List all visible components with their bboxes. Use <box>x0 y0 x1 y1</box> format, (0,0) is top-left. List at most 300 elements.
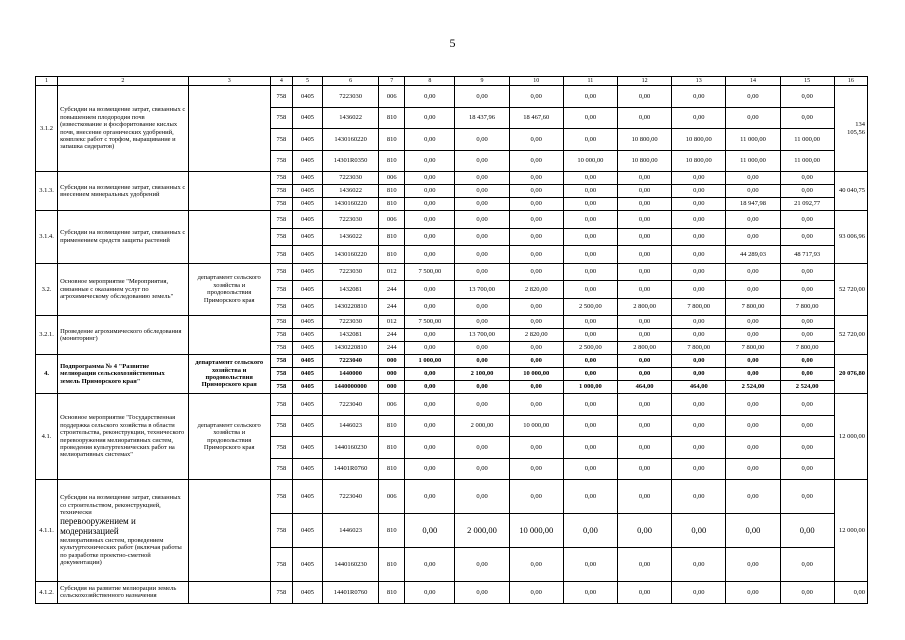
value-cell-col-10: 10 000,00 <box>509 415 563 437</box>
item-name: Основное мероприятие "Государственная поддержка сельского хозяйства в области строительства, реконструкции, технического перевооружения мелиоративных систем, проведения культуртехнических работ на мелиоративных системах" <box>58 394 188 480</box>
value-cell-col-15: 0,00 <box>780 415 834 437</box>
value-cell-col-9: 0,00 <box>455 86 509 108</box>
value-cell-col-14: 0,00 <box>726 458 780 480</box>
value-cell-col-9: 0,00 <box>455 548 509 582</box>
value-cell-col-5: 0405 <box>292 355 322 368</box>
value-cell-col-12: 0,00 <box>618 329 672 342</box>
value-cell-col-14: 11 000,00 <box>726 129 780 151</box>
item-code: 4.1.1. <box>36 480 58 582</box>
value-cell-col-6: 1432081 <box>323 329 379 342</box>
value-cell-col-12: 0,00 <box>618 198 672 211</box>
value-cell-col-7: 810 <box>379 415 405 437</box>
value-cell-col-5: 0405 <box>292 150 322 172</box>
value-cell-col-4: 758 <box>270 86 292 108</box>
value-cell-col-12: 0,00 <box>618 86 672 108</box>
value-cell-col-5: 0405 <box>292 394 322 416</box>
value-cell-col-12: 464,00 <box>618 381 672 394</box>
value-cell-col-10: 0,00 <box>509 86 563 108</box>
value-cell-col-4: 758 <box>270 480 292 514</box>
value-cell-col-8: 0,00 <box>405 582 455 604</box>
value-cell-col-13: 0,00 <box>672 228 726 246</box>
value-cell-col-14: 0,00 <box>726 86 780 108</box>
item-name: Субсидии на возмещение затрат, связанных с повышением плодородия почв (известкование и фосфоритование кислых почв, внесение органических удобрений, комплекс работ с торфом, выращивание и запашка сидератов) <box>58 86 188 172</box>
value-cell-col-15: 7 800,00 <box>780 298 834 316</box>
value-cell-col-9: 0,00 <box>455 228 509 246</box>
value-cell-col-15: 0,00 <box>780 437 834 459</box>
value-cell-col-5: 0405 <box>292 198 322 211</box>
value-cell-col-8: 0,00 <box>405 342 455 355</box>
value-cell-col-11: 2 500,00 <box>563 298 617 316</box>
value-cell-col-13: 0,00 <box>672 582 726 604</box>
value-cell-col-6: 7223030 <box>323 316 379 329</box>
value-cell-col-15: 0,00 <box>780 514 834 548</box>
table-row <box>36 316 868 329</box>
value-cell-col-13: 464,00 <box>672 381 726 394</box>
value-cell-col-15: 11 000,00 <box>780 129 834 151</box>
value-cell-col-10: 18 467,60 <box>509 107 563 129</box>
value-cell-col-10: 10 000,00 <box>509 514 563 548</box>
table-row <box>36 355 868 368</box>
value-cell-col-15: 21 092,77 <box>780 198 834 211</box>
value-cell-col-4: 758 <box>270 415 292 437</box>
value-cell-col-5: 0405 <box>292 548 322 582</box>
value-cell-col-7: 810 <box>379 150 405 172</box>
value-cell-col-12: 2 800,00 <box>618 342 672 355</box>
value-cell-col-8: 0,00 <box>405 394 455 416</box>
value-cell-col-12: 0,00 <box>618 437 672 459</box>
value-cell-col-9: 2 000,00 <box>455 514 509 548</box>
value-cell-col-15: 0,00 <box>780 172 834 185</box>
value-cell-col-13: 0,00 <box>672 172 726 185</box>
value-cell-col-9: 0,00 <box>455 246 509 264</box>
value-cell-col-5: 0405 <box>292 514 322 548</box>
value-cell-col-9: 0,00 <box>455 172 509 185</box>
value-cell-col-14: 0,00 <box>726 514 780 548</box>
value-cell-col-10: 0,00 <box>509 394 563 416</box>
header-cell-1: 1 <box>36 77 58 86</box>
value-cell-col-7: 006 <box>379 480 405 514</box>
value-cell-col-6: 1436022 <box>323 185 379 198</box>
value-cell-col-13: 0,00 <box>672 281 726 299</box>
value-cell-col-4: 758 <box>270 263 292 281</box>
value-cell-col-12: 0,00 <box>618 458 672 480</box>
responsible-department <box>188 172 270 211</box>
value-cell-col-8: 0,00 <box>405 381 455 394</box>
value-cell-col-5: 0405 <box>292 415 322 437</box>
value-cell-col-12: 0,00 <box>618 281 672 299</box>
value-cell-col-8: 0,00 <box>405 107 455 129</box>
value-cell-col-8: 0,00 <box>405 458 455 480</box>
value-cell-col-13: 0,00 <box>672 316 726 329</box>
value-cell-col-14: 0,00 <box>726 368 780 381</box>
header-cell-9: 9 <box>455 77 509 86</box>
value-cell-col-7: 006 <box>379 394 405 416</box>
value-cell-col-13: 0,00 <box>672 185 726 198</box>
item-name: Проведение агрохимического обследования (мониторинг) <box>58 316 188 355</box>
value-cell-col-6: 1430160220 <box>323 198 379 211</box>
value-cell-col-5: 0405 <box>292 368 322 381</box>
value-cell-col-12: 0,00 <box>618 211 672 229</box>
value-cell-col-11: 0,00 <box>563 281 617 299</box>
value-cell-col-12: 0,00 <box>618 185 672 198</box>
value-cell-col-5: 0405 <box>292 263 322 281</box>
value-cell-col-10: 0,00 <box>509 246 563 264</box>
value-cell-col-5: 0405 <box>292 107 322 129</box>
value-cell-col-14: 0,00 <box>726 263 780 281</box>
value-cell-col-10: 2 820,00 <box>509 329 563 342</box>
value-cell-col-6: 1436022 <box>323 107 379 129</box>
table-row <box>36 211 868 229</box>
value-cell-col-11: 0,00 <box>563 415 617 437</box>
value-cell-col-4: 758 <box>270 394 292 416</box>
value-cell-col-11: 0,00 <box>563 246 617 264</box>
value-cell-col-8: 0,00 <box>405 185 455 198</box>
value-cell-col-13: 7 800,00 <box>672 298 726 316</box>
item-name: Основное мероприятие "Мероприятия, связанные с оказанием услуг по агрохимическому обследованию земель" <box>58 263 188 316</box>
value-cell-col-15: 0,00 <box>780 394 834 416</box>
table-row <box>36 86 868 108</box>
value-cell-col-10: 0,00 <box>509 298 563 316</box>
value-cell-col-11: 0,00 <box>563 394 617 416</box>
value-cell-col-8: 0,00 <box>405 298 455 316</box>
item-name-part: мелиоративных систем, проведением культуртехнических работ (включая работы по разработке проектно-сметной документации) <box>60 536 182 567</box>
value-cell-col-6: 1436022 <box>323 228 379 246</box>
value-cell-col-14: 11 000,00 <box>726 150 780 172</box>
value-cell-col-7: 810 <box>379 246 405 264</box>
value-cell-col-5: 0405 <box>292 211 322 229</box>
value-cell-col-8: 0,00 <box>405 129 455 151</box>
header-cell-12: 12 <box>618 77 672 86</box>
value-cell-col-10: 0,00 <box>509 172 563 185</box>
value-cell-col-12: 0,00 <box>618 355 672 368</box>
value-cell-col-10: 0,00 <box>509 582 563 604</box>
value-cell-col-14: 18 947,98 <box>726 198 780 211</box>
item-total: 12 000,00 <box>834 480 867 582</box>
value-cell-col-4: 758 <box>270 172 292 185</box>
item-code: 3.1.4. <box>36 211 58 264</box>
value-cell-col-13: 0,00 <box>672 263 726 281</box>
budget-table <box>35 76 868 604</box>
value-cell-col-8: 0,00 <box>405 246 455 264</box>
value-cell-col-10: 0,00 <box>509 150 563 172</box>
value-cell-col-6: 7223030 <box>323 172 379 185</box>
item-total: 12 000,00 <box>834 394 867 480</box>
value-cell-col-4: 758 <box>270 211 292 229</box>
value-cell-col-7: 810 <box>379 548 405 582</box>
value-cell-col-4: 758 <box>270 228 292 246</box>
item-total: 52 720,00 <box>834 316 867 355</box>
header-cell-7: 7 <box>379 77 405 86</box>
value-cell-col-6: 1430160220 <box>323 129 379 151</box>
header-cell-3: 3 <box>188 77 270 86</box>
responsible-department: департамент сельского хозяйства и продовольствия Приморского края <box>188 394 270 480</box>
value-cell-col-7: 244 <box>379 281 405 299</box>
value-cell-col-14: 44 289,03 <box>726 246 780 264</box>
item-total: 0,00 <box>834 582 867 604</box>
value-cell-col-8: 0,00 <box>405 172 455 185</box>
value-cell-col-11: 0,00 <box>563 514 617 548</box>
value-cell-col-6: 7223040 <box>323 355 379 368</box>
value-cell-col-4: 758 <box>270 281 292 299</box>
value-cell-col-6: 7223030 <box>323 211 379 229</box>
item-total: 20 076,80 <box>834 355 867 394</box>
item-name: Субсидии на возмещение затрат, связанных с внесением минеральных удобрений <box>58 172 188 211</box>
value-cell-col-8: 0,00 <box>405 211 455 229</box>
value-cell-col-14: 2 524,00 <box>726 381 780 394</box>
value-cell-col-15: 0,00 <box>780 263 834 281</box>
value-cell-col-15: 0,00 <box>780 86 834 108</box>
value-cell-col-14: 0,00 <box>726 107 780 129</box>
header-cell-6: 6 <box>323 77 379 86</box>
responsible-department <box>188 316 270 355</box>
value-cell-col-7: 000 <box>379 368 405 381</box>
item-name-part: перевооружением и модернизацией <box>60 515 136 536</box>
value-cell-col-11: 0,00 <box>563 458 617 480</box>
value-cell-col-4: 758 <box>270 246 292 264</box>
item-total: 40 040,75 <box>834 172 867 211</box>
value-cell-col-4: 758 <box>270 437 292 459</box>
value-cell-col-11: 0,00 <box>563 211 617 229</box>
value-cell-col-13: 0,00 <box>672 86 726 108</box>
value-cell-col-12: 0,00 <box>618 172 672 185</box>
value-cell-col-11: 0,00 <box>563 107 617 129</box>
value-cell-col-13: 10 800,00 <box>672 150 726 172</box>
header-cell-14: 14 <box>726 77 780 86</box>
item-code: 4.1.2. <box>36 582 58 604</box>
value-cell-col-14: 0,00 <box>726 548 780 582</box>
value-cell-col-9: 0,00 <box>455 211 509 229</box>
value-cell-col-10: 0,00 <box>509 548 563 582</box>
value-cell-col-6: 1440000000 <box>323 381 379 394</box>
value-cell-col-5: 0405 <box>292 437 322 459</box>
value-cell-col-5: 0405 <box>292 246 322 264</box>
value-cell-col-15: 0,00 <box>780 548 834 582</box>
header-cell-5: 5 <box>292 77 322 86</box>
table-row <box>36 394 868 416</box>
header-cell-16: 16 <box>834 77 867 86</box>
value-cell-col-8: 0,00 <box>405 281 455 299</box>
value-cell-col-4: 758 <box>270 185 292 198</box>
value-cell-col-11: 0,00 <box>563 129 617 151</box>
value-cell-col-6: 7223040 <box>323 480 379 514</box>
value-cell-col-9: 0,00 <box>455 480 509 514</box>
table-row <box>36 480 868 514</box>
value-cell-col-10: 2 820,00 <box>509 281 563 299</box>
value-cell-col-7: 810 <box>379 129 405 151</box>
value-cell-col-5: 0405 <box>292 228 322 246</box>
value-cell-col-10: 0,00 <box>509 458 563 480</box>
value-cell-col-12: 0,00 <box>618 394 672 416</box>
header-row <box>36 77 868 86</box>
value-cell-col-12: 0,00 <box>618 582 672 604</box>
value-cell-col-15: 0,00 <box>780 355 834 368</box>
table-row <box>36 172 868 185</box>
value-cell-col-12: 0,00 <box>618 316 672 329</box>
value-cell-col-6: 1430220810 <box>323 342 379 355</box>
value-cell-col-6: 7223030 <box>323 86 379 108</box>
value-cell-col-4: 758 <box>270 548 292 582</box>
value-cell-col-15: 0,00 <box>780 281 834 299</box>
value-cell-col-14: 0,00 <box>726 329 780 342</box>
header-cell-13: 13 <box>672 77 726 86</box>
value-cell-col-7: 012 <box>379 263 405 281</box>
value-cell-col-12: 0,00 <box>618 246 672 264</box>
value-cell-col-12: 0,00 <box>618 548 672 582</box>
value-cell-col-11: 0,00 <box>563 228 617 246</box>
value-cell-col-13: 0,00 <box>672 437 726 459</box>
responsible-department <box>188 211 270 264</box>
value-cell-col-15: 0,00 <box>780 185 834 198</box>
value-cell-col-8: 0,00 <box>405 368 455 381</box>
value-cell-col-6: 1430160220 <box>323 246 379 264</box>
value-cell-col-14: 0,00 <box>726 480 780 514</box>
value-cell-col-9: 0,00 <box>455 381 509 394</box>
value-cell-col-11: 0,00 <box>563 198 617 211</box>
value-cell-col-10: 0,00 <box>509 228 563 246</box>
value-cell-col-5: 0405 <box>292 129 322 151</box>
value-cell-col-6: 1446023 <box>323 514 379 548</box>
value-cell-col-13: 0,00 <box>672 355 726 368</box>
value-cell-col-6: 14401R0760 <box>323 458 379 480</box>
value-cell-col-12: 10 800,00 <box>618 129 672 151</box>
value-cell-col-12: 0,00 <box>618 107 672 129</box>
value-cell-col-4: 758 <box>270 368 292 381</box>
value-cell-col-8: 0,00 <box>405 548 455 582</box>
value-cell-col-12: 0,00 <box>618 228 672 246</box>
item-total: 134 105,56 <box>834 86 867 172</box>
value-cell-col-11: 0,00 <box>563 316 617 329</box>
value-cell-col-7: 810 <box>379 198 405 211</box>
value-cell-col-10: 0,00 <box>509 211 563 229</box>
value-cell-col-5: 0405 <box>292 316 322 329</box>
value-cell-col-5: 0405 <box>292 172 322 185</box>
value-cell-col-12: 0,00 <box>618 368 672 381</box>
value-cell-col-4: 758 <box>270 329 292 342</box>
value-cell-col-12: 0,00 <box>618 480 672 514</box>
responsible-department: департамент сельского хозяйства и продовольствия Приморского края <box>188 263 270 316</box>
value-cell-col-14: 7 800,00 <box>726 298 780 316</box>
value-cell-col-9: 0,00 <box>455 316 509 329</box>
value-cell-col-4: 758 <box>270 129 292 151</box>
value-cell-col-5: 0405 <box>292 480 322 514</box>
value-cell-col-6: 14301R0350 <box>323 150 379 172</box>
item-total: 93 006,96 <box>834 211 867 264</box>
value-cell-col-8: 0,00 <box>405 198 455 211</box>
value-cell-col-9: 0,00 <box>455 342 509 355</box>
header-cell-11: 11 <box>563 77 617 86</box>
value-cell-col-9: 18 437,96 <box>455 107 509 129</box>
value-cell-col-7: 244 <box>379 298 405 316</box>
value-cell-col-7: 810 <box>379 437 405 459</box>
item-total: 52 720,00 <box>834 263 867 316</box>
value-cell-col-7: 006 <box>379 172 405 185</box>
item-code: 4.1. <box>36 394 58 480</box>
value-cell-col-11: 0,00 <box>563 263 617 281</box>
value-cell-col-13: 0,00 <box>672 514 726 548</box>
value-cell-col-13: 0,00 <box>672 329 726 342</box>
value-cell-col-15: 0,00 <box>780 368 834 381</box>
item-name: Субсидия на развитие мелиорации земель сельскохозяйственного назначения <box>58 582 188 604</box>
value-cell-col-11: 0,00 <box>563 548 617 582</box>
value-cell-col-15: 48 717,93 <box>780 246 834 264</box>
value-cell-col-13: 0,00 <box>672 415 726 437</box>
value-cell-col-7: 000 <box>379 355 405 368</box>
value-cell-col-14: 0,00 <box>726 355 780 368</box>
value-cell-col-8: 1 000,00 <box>405 355 455 368</box>
value-cell-col-11: 0,00 <box>563 185 617 198</box>
value-cell-col-11: 2 500,00 <box>563 342 617 355</box>
value-cell-col-6: 1432081 <box>323 281 379 299</box>
value-cell-col-12: 10 800,00 <box>618 150 672 172</box>
value-cell-col-14: 0,00 <box>726 415 780 437</box>
value-cell-col-11: 0,00 <box>563 437 617 459</box>
value-cell-col-15: 0,00 <box>780 329 834 342</box>
value-cell-col-4: 758 <box>270 107 292 129</box>
table-row <box>36 263 868 281</box>
value-cell-col-11: 0,00 <box>563 172 617 185</box>
value-cell-col-10: 0,00 <box>509 355 563 368</box>
value-cell-col-6: 1446023 <box>323 415 379 437</box>
value-cell-col-10: 0,00 <box>509 198 563 211</box>
value-cell-col-13: 0,00 <box>672 394 726 416</box>
header-cell-2: 2 <box>58 77 188 86</box>
value-cell-col-11: 0,00 <box>563 582 617 604</box>
value-cell-col-10: 0,00 <box>509 437 563 459</box>
value-cell-col-13: 0,00 <box>672 368 726 381</box>
value-cell-col-11: 10 000,00 <box>563 150 617 172</box>
value-cell-col-14: 0,00 <box>726 172 780 185</box>
value-cell-col-5: 0405 <box>292 185 322 198</box>
value-cell-col-7: 006 <box>379 86 405 108</box>
value-cell-col-10: 0,00 <box>509 381 563 394</box>
value-cell-col-12: 0,00 <box>618 415 672 437</box>
value-cell-col-6: 14401R0760 <box>323 582 379 604</box>
value-cell-col-4: 758 <box>270 514 292 548</box>
value-cell-col-11: 0,00 <box>563 355 617 368</box>
value-cell-col-13: 0,00 <box>672 246 726 264</box>
value-cell-col-15: 0,00 <box>780 480 834 514</box>
item-name: Подпрограмма № 4 "Развитие мелиорации сельскохозяйственных земель Приморского края" <box>58 355 188 394</box>
value-cell-col-5: 0405 <box>292 329 322 342</box>
value-cell-col-5: 0405 <box>292 281 322 299</box>
header-cell-15: 15 <box>780 77 834 86</box>
responsible-department <box>188 582 270 604</box>
value-cell-col-15: 0,00 <box>780 228 834 246</box>
page-number: 5 <box>449 36 456 50</box>
item-code: 4. <box>36 355 58 394</box>
value-cell-col-14: 0,00 <box>726 211 780 229</box>
item-code: 3.1.3. <box>36 172 58 211</box>
value-cell-col-7: 244 <box>379 342 405 355</box>
value-cell-col-13: 7 800,00 <box>672 342 726 355</box>
header-cell-4: 4 <box>270 77 292 86</box>
value-cell-col-7: 000 <box>379 381 405 394</box>
value-cell-col-9: 2 000,00 <box>455 415 509 437</box>
value-cell-col-13: 0,00 <box>672 198 726 211</box>
value-cell-col-10: 0,00 <box>509 263 563 281</box>
value-cell-col-14: 0,00 <box>726 185 780 198</box>
value-cell-col-13: 0,00 <box>672 548 726 582</box>
value-cell-col-12: 0,00 <box>618 514 672 548</box>
value-cell-col-14: 0,00 <box>726 281 780 299</box>
value-cell-col-4: 758 <box>270 381 292 394</box>
value-cell-col-9: 13 700,00 <box>455 329 509 342</box>
value-cell-col-11: 1 000,00 <box>563 381 617 394</box>
item-code: 3.2. <box>36 263 58 316</box>
value-cell-col-13: 0,00 <box>672 480 726 514</box>
value-cell-col-11: 0,00 <box>563 480 617 514</box>
value-cell-col-9: 0,00 <box>455 582 509 604</box>
